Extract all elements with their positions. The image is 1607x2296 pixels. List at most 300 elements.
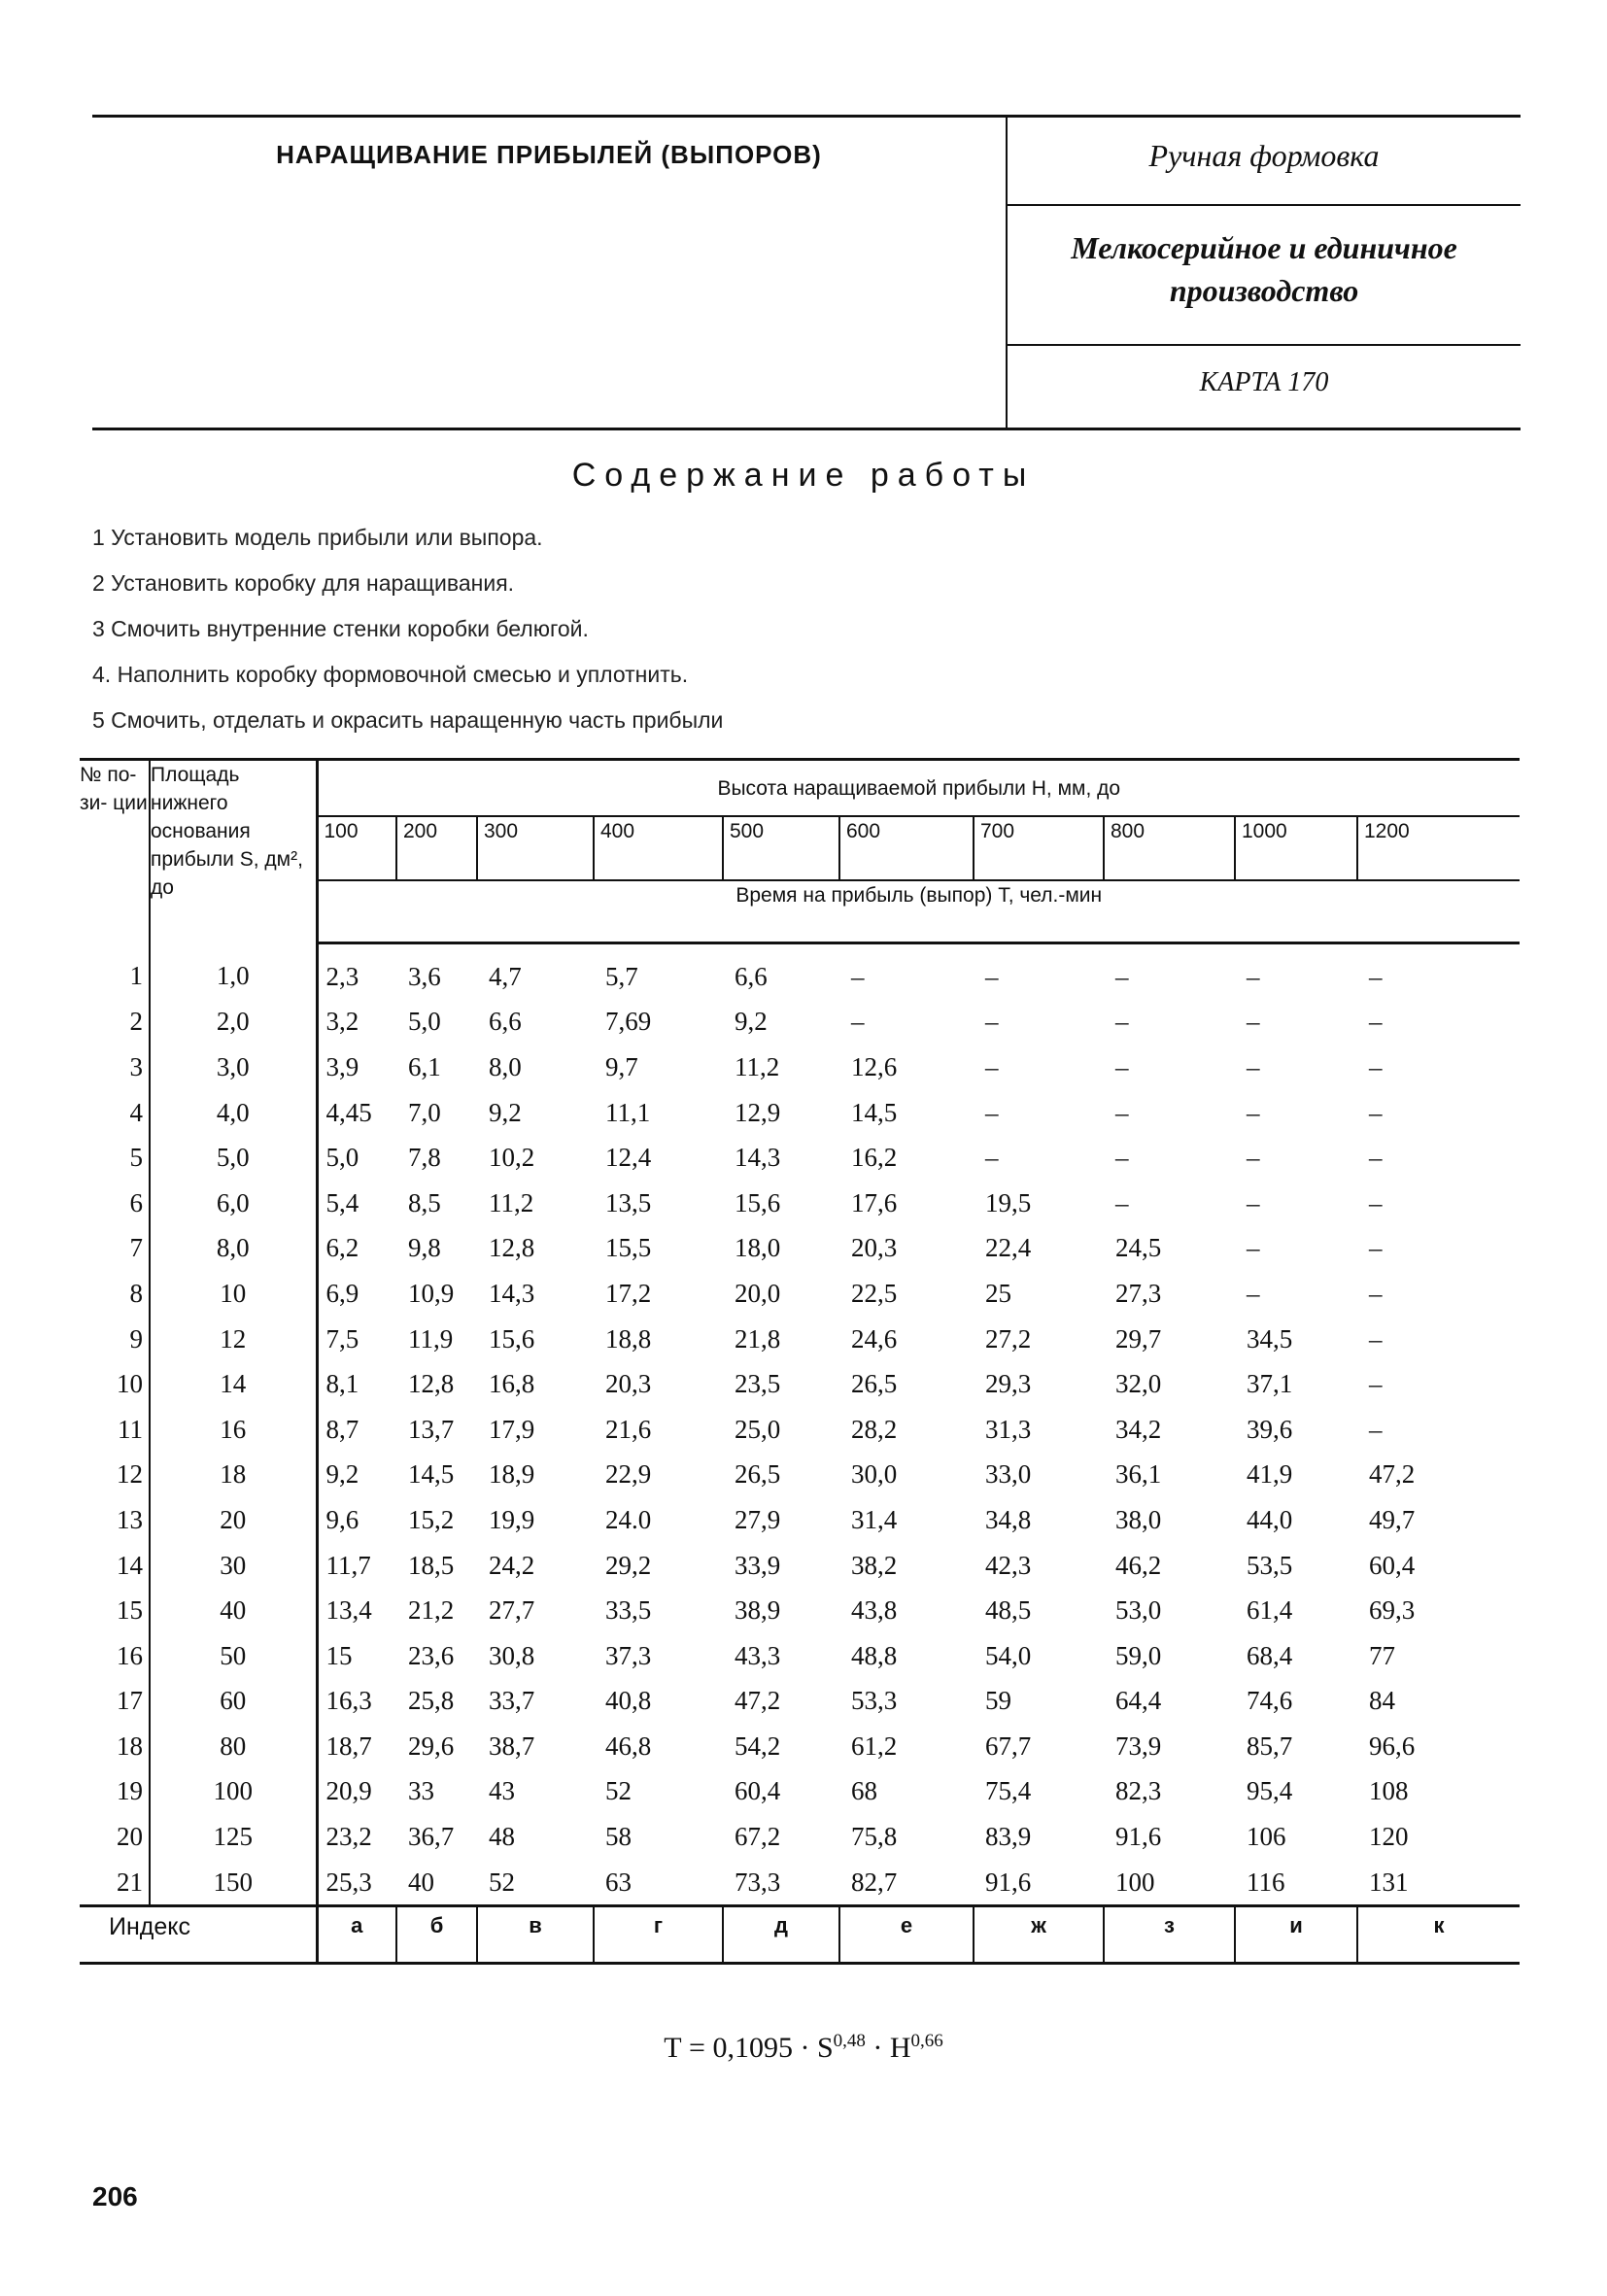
header-rule-2 xyxy=(1006,344,1521,346)
table-row xyxy=(80,1769,1520,1815)
time-value: 16,8 xyxy=(489,1369,535,1399)
time-value: 37,3 xyxy=(605,1640,652,1670)
time-value: 61,4 xyxy=(1247,1595,1293,1626)
time-value: 82,3 xyxy=(1115,1776,1162,1806)
time-value: 5,7 xyxy=(605,961,638,991)
area-value: 1,0 xyxy=(216,961,250,991)
time-value: 9,8 xyxy=(408,1233,441,1263)
time-value: – xyxy=(1369,1007,1383,1037)
header-bottom-rule xyxy=(92,428,1521,430)
time-value: 29,2 xyxy=(605,1550,652,1580)
time-value: 14,5 xyxy=(851,1097,898,1127)
work-step: 1 Установить модель прибыли или выпора. xyxy=(92,525,543,550)
norm-table-wrapper xyxy=(80,758,1520,1965)
time-value: 54,2 xyxy=(735,1731,781,1761)
time-value: – xyxy=(1369,1143,1383,1173)
time-value: 17,6 xyxy=(851,1187,898,1217)
time-value: 53,5 xyxy=(1247,1550,1293,1580)
time-value: 19,9 xyxy=(489,1504,535,1534)
time-value: 24,5 xyxy=(1115,1233,1162,1263)
position-number: 11 xyxy=(80,1407,150,1453)
position-number: 16 xyxy=(80,1633,150,1679)
time-value: – xyxy=(1115,1007,1129,1037)
time-value: 15 xyxy=(317,1633,396,1679)
time-value: 16,2 xyxy=(851,1143,898,1173)
table-row xyxy=(80,1497,1520,1543)
time-value: – xyxy=(1369,1187,1383,1217)
time-value: 33,0 xyxy=(985,1459,1032,1490)
time-value: 95,4 xyxy=(1247,1776,1293,1806)
time-value: 36,1 xyxy=(1115,1459,1162,1490)
time-value: 21,6 xyxy=(605,1414,652,1444)
formula-h-exponent: 0,66 xyxy=(910,2031,943,2051)
time-value: 13,7 xyxy=(408,1414,455,1444)
time-value: 9,2 xyxy=(489,1097,522,1127)
position-number: 18 xyxy=(80,1724,150,1769)
time-value: 52 xyxy=(489,1867,515,1897)
time-value: 9,2 xyxy=(317,1453,396,1498)
time-value: – xyxy=(1247,1233,1260,1263)
time-value: 25,3 xyxy=(317,1860,396,1906)
time-value: 6,1 xyxy=(408,1051,441,1081)
time-value: 52 xyxy=(605,1776,632,1806)
work-step: 5 Смочить, отделать и окрасить наращенную часть прибыли xyxy=(92,707,724,733)
time-value: 58 xyxy=(605,1822,632,1852)
time-value: 15,5 xyxy=(605,1233,652,1263)
time-value: 38,7 xyxy=(489,1731,535,1761)
time-value: 68 xyxy=(851,1776,877,1806)
time-value: 27,3 xyxy=(1115,1278,1162,1308)
index-cell: д xyxy=(723,1906,839,1964)
time-value: – xyxy=(1247,1007,1260,1037)
position-number: 4 xyxy=(80,1090,150,1136)
table-row xyxy=(80,1181,1520,1226)
col-position-header: № по- зи- ции xyxy=(80,760,150,943)
time-header: Время на прибыль (выпор) Т, чел.-мин xyxy=(317,880,1520,943)
time-value: – xyxy=(1369,1369,1383,1399)
time-value: 12,6 xyxy=(851,1051,898,1081)
work-step: 2 Установить коробку для наращивания. xyxy=(92,570,515,596)
time-value: 74,6 xyxy=(1247,1686,1293,1716)
time-value: – xyxy=(985,1007,999,1037)
index-cell: а xyxy=(317,1906,396,1964)
area-value: 3,0 xyxy=(216,1051,250,1081)
time-value: 43 xyxy=(489,1776,515,1806)
area-value: 5,0 xyxy=(216,1143,250,1173)
time-value: 38,9 xyxy=(735,1595,781,1626)
time-value: 33,9 xyxy=(735,1550,781,1580)
position-number: 21 xyxy=(80,1860,150,1906)
time-value: – xyxy=(1369,961,1383,991)
position-number: 6 xyxy=(80,1181,150,1226)
time-value: 25,0 xyxy=(735,1414,781,1444)
time-value: – xyxy=(1247,1097,1260,1127)
position-number: 17 xyxy=(80,1679,150,1725)
area-value: 30 xyxy=(220,1550,247,1580)
table-row xyxy=(80,1090,1520,1136)
height-col-header: 100 xyxy=(317,816,396,880)
area-value: 50 xyxy=(220,1640,247,1670)
table-row xyxy=(80,1045,1520,1090)
time-value: 42,3 xyxy=(985,1550,1032,1580)
time-value: 18,8 xyxy=(605,1323,652,1354)
position-number: 9 xyxy=(80,1317,150,1362)
time-value: 91,6 xyxy=(1115,1822,1162,1852)
time-value: 15,6 xyxy=(735,1187,781,1217)
height-col-header: 400 xyxy=(594,816,723,880)
time-value: 22,5 xyxy=(851,1278,898,1308)
position-number: 5 xyxy=(80,1135,150,1181)
time-value: 11,2 xyxy=(735,1051,780,1081)
page-number: 206 xyxy=(92,2181,138,2211)
time-value: 20,3 xyxy=(851,1233,898,1263)
time-value: 46,8 xyxy=(605,1731,652,1761)
time-value: 63 xyxy=(605,1867,632,1897)
time-value: 131 xyxy=(1369,1867,1409,1897)
time-value: 38,0 xyxy=(1115,1504,1162,1534)
time-value: – xyxy=(1115,1143,1129,1173)
production-type: Мелкосерийное и единичное производство xyxy=(1071,230,1457,308)
height-col-header: 1000 xyxy=(1235,816,1357,880)
time-value: 40,8 xyxy=(605,1686,652,1716)
molding-type: Ручная формовка xyxy=(1148,138,1380,173)
time-value: 49,7 xyxy=(1369,1504,1416,1534)
time-value: 12,8 xyxy=(489,1233,535,1263)
time-value: 28,2 xyxy=(851,1414,898,1444)
time-value: 11,2 xyxy=(489,1187,534,1217)
time-value: 32,0 xyxy=(1115,1369,1162,1399)
time-value: 75,4 xyxy=(985,1776,1032,1806)
area-value: 6,0 xyxy=(216,1187,250,1217)
area-value: 40 xyxy=(220,1595,247,1626)
time-value: 106 xyxy=(1247,1822,1286,1852)
height-col-header: 500 xyxy=(723,816,839,880)
time-value: 27,2 xyxy=(985,1323,1032,1354)
time-value: – xyxy=(985,1097,999,1127)
time-value: 37,1 xyxy=(1247,1369,1293,1399)
table-row xyxy=(80,1361,1520,1407)
time-value: – xyxy=(1115,1097,1129,1127)
time-value: – xyxy=(1369,1051,1383,1081)
time-value: 5,0 xyxy=(317,1135,396,1181)
time-value: 4,45 xyxy=(317,1090,396,1136)
time-value: 2,3 xyxy=(317,943,396,1000)
time-value: 29,3 xyxy=(985,1369,1032,1399)
table-row xyxy=(80,1860,1520,1906)
document-title: НАРАЩИВАНИЕ ПРИБЫЛЕЙ (ВЫПОРОВ) xyxy=(276,140,822,169)
time-value: 100 xyxy=(1115,1867,1155,1897)
time-value: – xyxy=(851,961,865,991)
index-label: Индекс xyxy=(80,1906,317,1964)
time-value: 108 xyxy=(1369,1776,1409,1806)
table-row xyxy=(80,1633,1520,1679)
time-value: 11,7 xyxy=(317,1543,396,1589)
area-value: 18 xyxy=(220,1459,247,1490)
time-value: 120 xyxy=(1369,1822,1409,1852)
time-value: – xyxy=(1247,961,1260,991)
index-cell: в xyxy=(477,1906,594,1964)
time-value: 43,3 xyxy=(735,1640,781,1670)
time-value: 59 xyxy=(985,1686,1011,1716)
time-value: 84 xyxy=(1369,1686,1395,1716)
time-value: 27,7 xyxy=(489,1595,535,1626)
time-value: 20,3 xyxy=(605,1369,652,1399)
time-value: 27,9 xyxy=(735,1504,781,1534)
time-value: 18,0 xyxy=(735,1233,781,1263)
time-value: 8,1 xyxy=(317,1361,396,1407)
area-value: 12 xyxy=(220,1323,247,1354)
time-value: 6,2 xyxy=(317,1226,396,1272)
time-value: 5,4 xyxy=(317,1181,396,1226)
time-value: 17,2 xyxy=(605,1278,652,1308)
time-value: 36,7 xyxy=(408,1822,455,1852)
index-cell: к xyxy=(1357,1906,1520,1964)
work-step: 3 Смочить внутренние стенки коробки белюгой. xyxy=(92,616,589,641)
area-value: 150 xyxy=(213,1867,253,1897)
time-value: 3,6 xyxy=(408,961,441,991)
time-value: 116 xyxy=(1247,1867,1285,1897)
time-value: 47,2 xyxy=(735,1686,781,1716)
time-value: 26,5 xyxy=(735,1459,781,1490)
time-value: 24,2 xyxy=(489,1550,535,1580)
time-value: – xyxy=(1247,1187,1260,1217)
time-value: – xyxy=(1369,1278,1383,1308)
index-cell: ж xyxy=(974,1906,1104,1964)
time-value: 39,6 xyxy=(1247,1414,1293,1444)
time-value: 33 xyxy=(408,1776,434,1806)
time-value: 61,2 xyxy=(851,1731,898,1761)
time-value: 6,6 xyxy=(489,1007,522,1037)
time-value: 91,6 xyxy=(985,1867,1032,1897)
header-top-rule xyxy=(92,115,1521,118)
position-number: 2 xyxy=(80,1000,150,1045)
time-value: 13,5 xyxy=(605,1187,652,1217)
time-value: 73,9 xyxy=(1115,1731,1162,1761)
time-value: 34,2 xyxy=(1115,1414,1162,1444)
time-value: 17,9 xyxy=(489,1414,535,1444)
time-value: 41,9 xyxy=(1247,1459,1293,1490)
position-number: 19 xyxy=(80,1769,150,1815)
time-value: 11,1 xyxy=(605,1097,651,1127)
time-value: 75,8 xyxy=(851,1822,898,1852)
position-number: 14 xyxy=(80,1543,150,1589)
time-value: 8,0 xyxy=(489,1051,522,1081)
position-number: 8 xyxy=(80,1271,150,1317)
col-area-header: Площадь нижнего основания прибыли S, дм², до xyxy=(150,760,317,943)
section-title: Содержание работы xyxy=(571,457,1036,494)
position-number: 3 xyxy=(80,1045,150,1090)
time-value: 6,9 xyxy=(317,1271,396,1317)
formula-s-exponent: 0,48 xyxy=(833,2031,866,2051)
height-col-header: 200 xyxy=(396,816,477,880)
time-value: – xyxy=(851,1007,865,1037)
time-value: 3,2 xyxy=(317,1000,396,1045)
time-value: 64,4 xyxy=(1115,1686,1162,1716)
table-row xyxy=(80,1407,1520,1453)
time-value: 48 xyxy=(489,1822,515,1852)
time-value: 40 xyxy=(408,1867,434,1897)
time-value: 59,0 xyxy=(1115,1640,1162,1670)
height-col-header: 1200 xyxy=(1357,816,1520,880)
time-value: – xyxy=(985,1051,999,1081)
time-value: 10,2 xyxy=(489,1143,535,1173)
area-value: 10 xyxy=(220,1278,247,1308)
time-value: – xyxy=(1369,1323,1383,1354)
time-value: 30,8 xyxy=(489,1640,535,1670)
position-number: 1 xyxy=(80,943,150,1000)
area-value: 20 xyxy=(220,1504,247,1534)
time-value: 16,3 xyxy=(317,1679,396,1725)
table-row xyxy=(80,1814,1520,1860)
time-value: – xyxy=(1247,1278,1260,1308)
time-value: 7,8 xyxy=(408,1143,441,1173)
time-value: – xyxy=(1369,1233,1383,1263)
time-value: 60,4 xyxy=(735,1776,781,1806)
time-value: 4,7 xyxy=(489,961,522,991)
time-value: 26,5 xyxy=(851,1369,898,1399)
time-value: 13,4 xyxy=(317,1588,396,1633)
table-row xyxy=(80,1000,1520,1045)
time-value: 14,5 xyxy=(408,1459,455,1490)
time-value: 29,7 xyxy=(1115,1323,1162,1354)
time-value: – xyxy=(1369,1414,1383,1444)
table-row xyxy=(80,1226,1520,1272)
work-steps xyxy=(92,515,1453,743)
time-value: – xyxy=(1115,1051,1129,1081)
time-value: 33,7 xyxy=(489,1686,535,1716)
time-value: 23,6 xyxy=(408,1640,455,1670)
position-number: 13 xyxy=(80,1497,150,1543)
time-value: 23,5 xyxy=(735,1369,781,1399)
time-value: 67,2 xyxy=(735,1822,781,1852)
time-value: 48,5 xyxy=(985,1595,1032,1626)
table-row xyxy=(80,1317,1520,1362)
area-value: 60 xyxy=(220,1686,247,1716)
index-cell: и xyxy=(1235,1906,1357,1964)
position-number: 10 xyxy=(80,1361,150,1407)
time-value: 20,9 xyxy=(317,1769,396,1815)
time-value: 6,6 xyxy=(735,961,768,991)
time-value: 34,5 xyxy=(1247,1323,1293,1354)
time-value: 43,8 xyxy=(851,1595,898,1626)
time-value: 53,0 xyxy=(1115,1595,1162,1626)
time-value: – xyxy=(1247,1051,1260,1081)
time-value: 85,7 xyxy=(1247,1731,1293,1761)
time-value: 10,9 xyxy=(408,1278,455,1308)
time-value: – xyxy=(1115,961,1129,991)
area-value: 14 xyxy=(220,1369,247,1399)
time-value: 21,2 xyxy=(408,1595,455,1626)
time-value: 22,4 xyxy=(985,1233,1032,1263)
time-value: 14,3 xyxy=(489,1278,535,1308)
table-row xyxy=(80,1453,1520,1498)
formula-lhs: Т = 0,1095 · S xyxy=(664,2032,834,2064)
card-header xyxy=(92,115,1521,435)
area-value: 80 xyxy=(220,1731,247,1761)
time-value: 9,2 xyxy=(735,1007,768,1037)
time-value: 38,2 xyxy=(851,1550,898,1580)
table-row xyxy=(80,1135,1520,1181)
time-value: – xyxy=(1115,1187,1129,1217)
time-formula xyxy=(0,2031,1607,2065)
time-value: 22,9 xyxy=(605,1459,652,1490)
table-row xyxy=(80,1724,1520,1769)
time-value: 9,6 xyxy=(317,1497,396,1543)
position-number: 7 xyxy=(80,1226,150,1272)
time-value: 20,0 xyxy=(735,1278,781,1308)
time-value: 18,7 xyxy=(317,1724,396,1769)
time-value: 68,4 xyxy=(1247,1640,1293,1670)
time-value: 23,2 xyxy=(317,1814,396,1860)
time-value: 15,2 xyxy=(408,1504,455,1534)
time-value: 69,3 xyxy=(1369,1595,1416,1626)
time-value: 8,7 xyxy=(317,1407,396,1453)
table-row xyxy=(80,943,1520,1000)
time-value: 18,5 xyxy=(408,1550,455,1580)
norm-table xyxy=(80,758,1520,1965)
time-value: 24,6 xyxy=(851,1323,898,1354)
time-value: 44,0 xyxy=(1247,1504,1293,1534)
time-value: 12,9 xyxy=(735,1097,781,1127)
height-col-header: 700 xyxy=(974,816,1104,880)
time-value: – xyxy=(1369,1097,1383,1127)
time-value: 5,0 xyxy=(408,1007,441,1037)
time-value: 48,8 xyxy=(851,1640,898,1670)
time-value: 7,5 xyxy=(317,1317,396,1362)
time-value: 67,7 xyxy=(985,1731,1032,1761)
time-value: 25,8 xyxy=(408,1686,455,1716)
table-row xyxy=(80,1271,1520,1317)
time-value: 73,3 xyxy=(735,1867,781,1897)
time-value: 12,4 xyxy=(605,1143,652,1173)
time-value: 47,2 xyxy=(1369,1459,1416,1490)
index-cell: з xyxy=(1104,1906,1235,1964)
time-value: 7,0 xyxy=(408,1097,441,1127)
time-value: 96,6 xyxy=(1369,1731,1416,1761)
time-value: 14,3 xyxy=(735,1143,781,1173)
time-value: 18,9 xyxy=(489,1459,535,1490)
position-number: 12 xyxy=(80,1453,150,1498)
time-value: – xyxy=(985,961,999,991)
area-value: 2,0 xyxy=(216,1007,250,1037)
height-col-header: 800 xyxy=(1104,816,1235,880)
time-value: 31,3 xyxy=(985,1414,1032,1444)
time-value: 33,5 xyxy=(605,1595,652,1626)
area-value: 16 xyxy=(220,1414,247,1444)
time-value: 19,5 xyxy=(985,1187,1032,1217)
index-cell: б xyxy=(396,1906,477,1964)
height-col-header: 300 xyxy=(477,816,594,880)
table-row xyxy=(80,1588,1520,1633)
header-rule-1 xyxy=(1006,204,1521,206)
time-value: 77 xyxy=(1369,1640,1395,1670)
index-cell: е xyxy=(839,1906,974,1964)
time-value: 31,4 xyxy=(851,1504,898,1534)
time-value: 12,8 xyxy=(408,1369,455,1399)
position-number: 20 xyxy=(80,1814,150,1860)
time-value: 30,0 xyxy=(851,1459,898,1490)
area-value: 8,0 xyxy=(216,1233,250,1263)
table-row xyxy=(80,1543,1520,1589)
time-value: 8,5 xyxy=(408,1187,441,1217)
time-value: 53,3 xyxy=(851,1686,898,1716)
area-value: 125 xyxy=(213,1822,253,1852)
time-value: 24.0 xyxy=(605,1504,652,1534)
time-value: 21,8 xyxy=(735,1323,781,1354)
time-value: 25 xyxy=(985,1278,1011,1308)
time-value: 54,0 xyxy=(985,1640,1032,1670)
time-value: 60,4 xyxy=(1369,1550,1416,1580)
